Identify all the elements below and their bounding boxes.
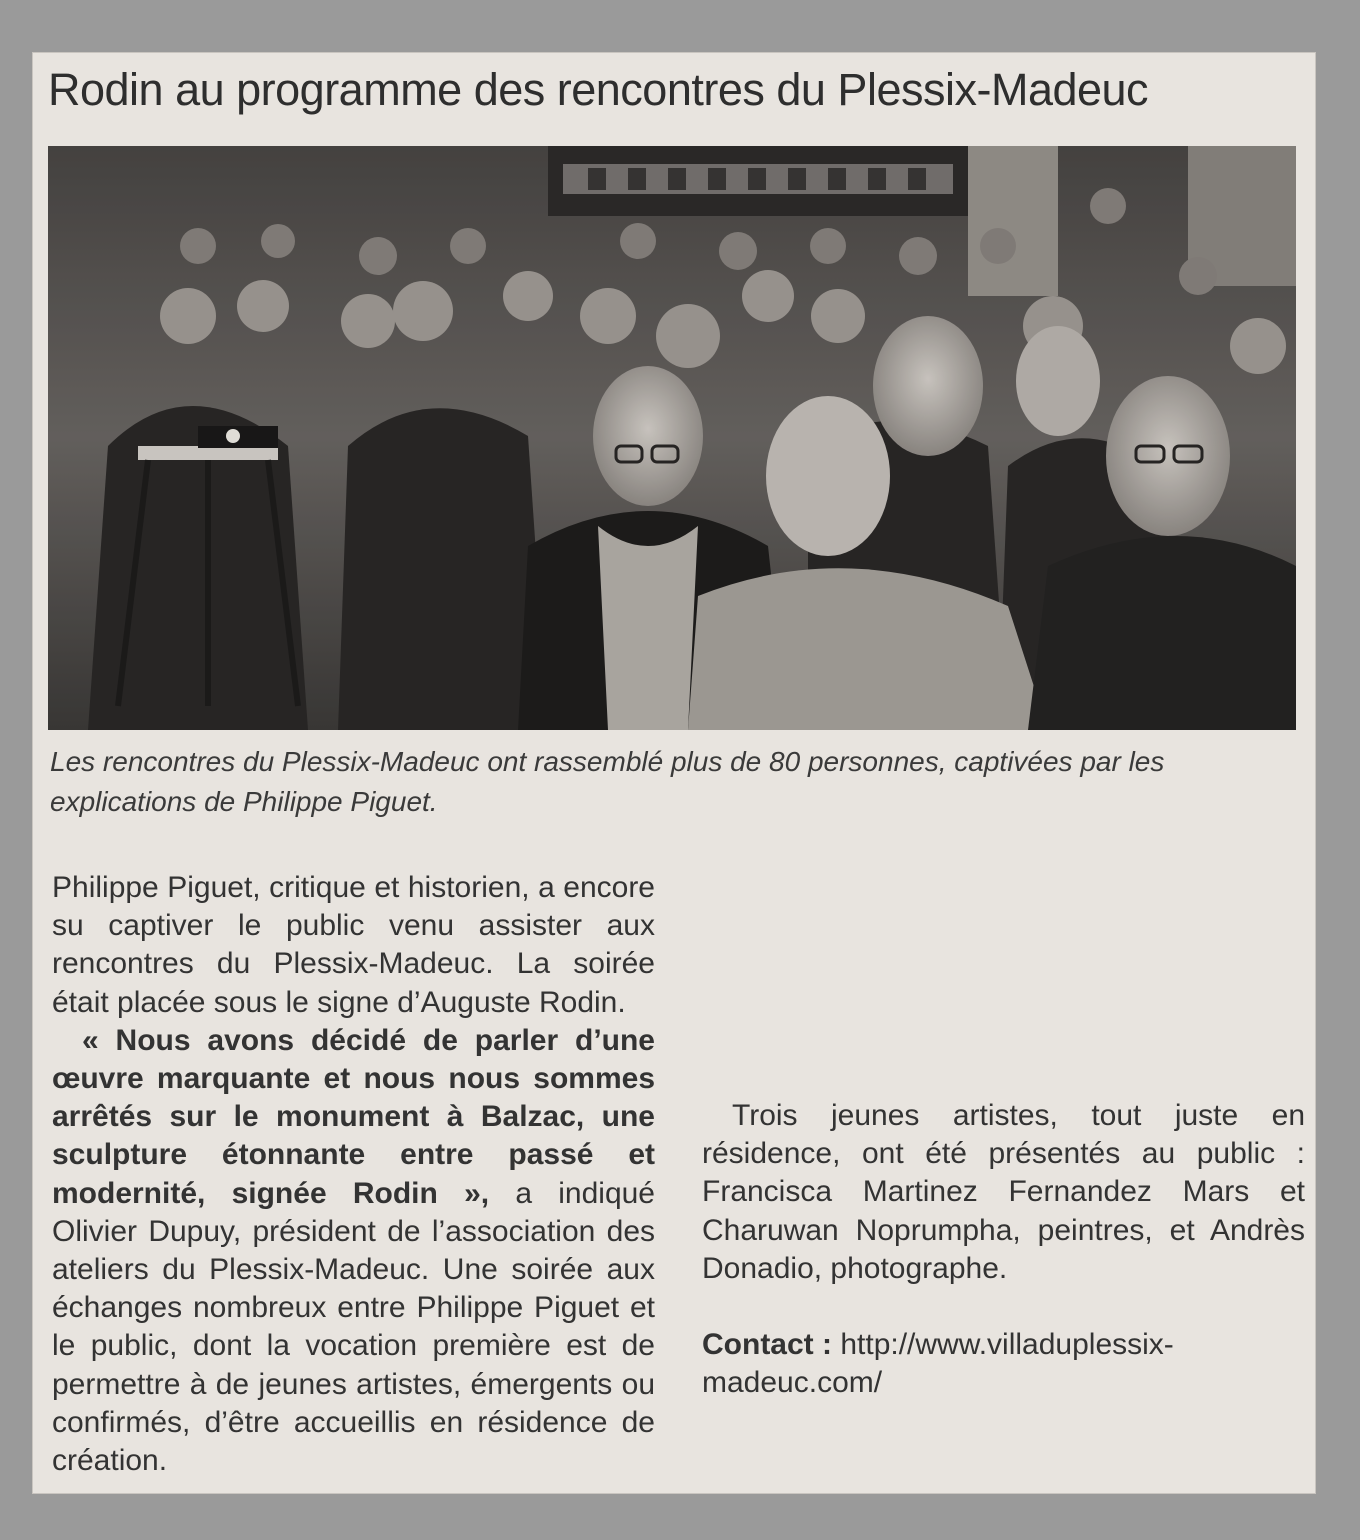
article-paragraph-intro: Philippe Piguet, critique et historien, a encore su captiver le public venu assister aux rencontres du Plessix-Madeuc. La soirée était placée sous le signe d’Auguste Rodin.	[52, 871, 655, 1019]
headline: Rodin au programme des rencontres du Plessix-Madeuc	[48, 64, 1149, 115]
article-paragraph-quote	[52, 1022, 655, 1480]
audience-photo-icon	[48, 146, 1296, 730]
contact-url[interactable]: http://www.villaduplessix-madeuc.com/	[702, 1328, 1174, 1400]
audience-photo	[48, 146, 1296, 730]
contact-line	[702, 1326, 1305, 1402]
quote-attribution: a indiqué Olivier Dupuy, président de l’association des ateliers du Plessix-Madeuc. Une soirée aux échanges nombreux entre Philippe Piguet et le public, dont la vocation première est de permettre à de jeunes artistes, émergents ou confirmés, d’être accueillis en résidence de création.	[52, 1176, 655, 1478]
contact-label: Contact :	[702, 1328, 832, 1362]
article-paragraph-artists: Trois jeunes artistes, tout juste en résidence, ont été présentés au public : Francisca Martinez Fernandez Mars et Charuwan Noprumpha, peintres, et Andrès Donadio, photographe.	[702, 1099, 1305, 1285]
photo-caption: Les rencontres du Plessix-Madeuc ont rassemblé plus de 80 personnes, captivées par les explications de Philippe Piguet.	[50, 746, 1165, 817]
article-column-left	[52, 869, 655, 1480]
newspaper-clipping	[32, 52, 1316, 1494]
quote-text: « Nous avons décidé de parler d’une œuvre marquante et nous nous sommes arrêtés sur le monument à Balzac, une sculpture étonnante entre passé et modernité, signée Rodin »,	[52, 1023, 655, 1210]
article-column-right	[702, 869, 1305, 1402]
